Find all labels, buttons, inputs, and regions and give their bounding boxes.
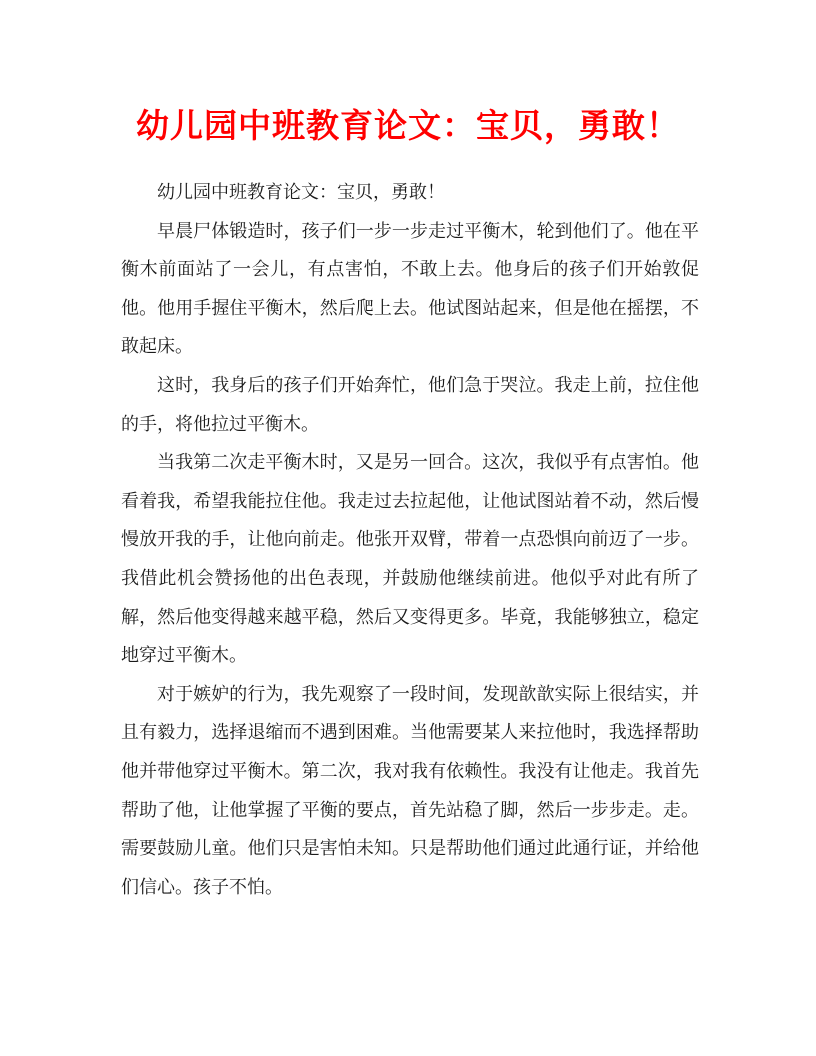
paragraph: 当我第二次走平衡木时，又是另一回合。这次，我似乎有点害怕。他看着我，希望我能拉住他。我走过去拉起他，让他试图站着不动，然后慢慢放开我的手，让他向前走。他张开双臂，带着一点恐惧向前迈了一步。我借此机会赞扬他的出色表现，并鼓励他继续前进。他似乎对此有所了解，然后他变得越来越平稳，然后又变得更多。毕竟，我能够独立，稳定地穿过平衡木。 [121,452,699,667]
paragraph: 早晨尸体锻造时，孩子们一步一步走过平衡木，轮到他们了。他在平衡木前面站了一会儿，有点害怕，不敢上去。他身后的孩子们开始敦促他。他用手握住平衡木，然后爬上去。他试图站起来，但是他在摇摆，不敢起床。 [121,220,699,358]
paragraph: 这时，我身后的孩子们开始奔忙，他们急于哭泣。我走上前，拉住他的手，将他拉过平衡木。 [121,374,699,435]
paragraph: 对于嫉妒的行为，我先观察了一段时间，发现歆歆实际上很结实，并且有毅力，选择退缩而不遇到困难。当他需要某人来拉他时，我选择帮助他并带他穿过平衡木。第二次，我对我有依赖性。我没有让他走。我首先帮助了他，让他掌握了平衡的要点，首先站稳了脚，然后一步步走。走。需要鼓励儿童。他们只是害怕未知。只是帮助他们通过此通行证，并给他们信心。孩子不怕。 [121,683,699,898]
paragraph-subtitle: 幼儿园中班教育论文：宝贝，勇敢！ [157,182,445,203]
document-title: 幼儿园中班教育论文：宝贝，勇敢！ [136,106,680,145]
document-body [121,174,699,907]
